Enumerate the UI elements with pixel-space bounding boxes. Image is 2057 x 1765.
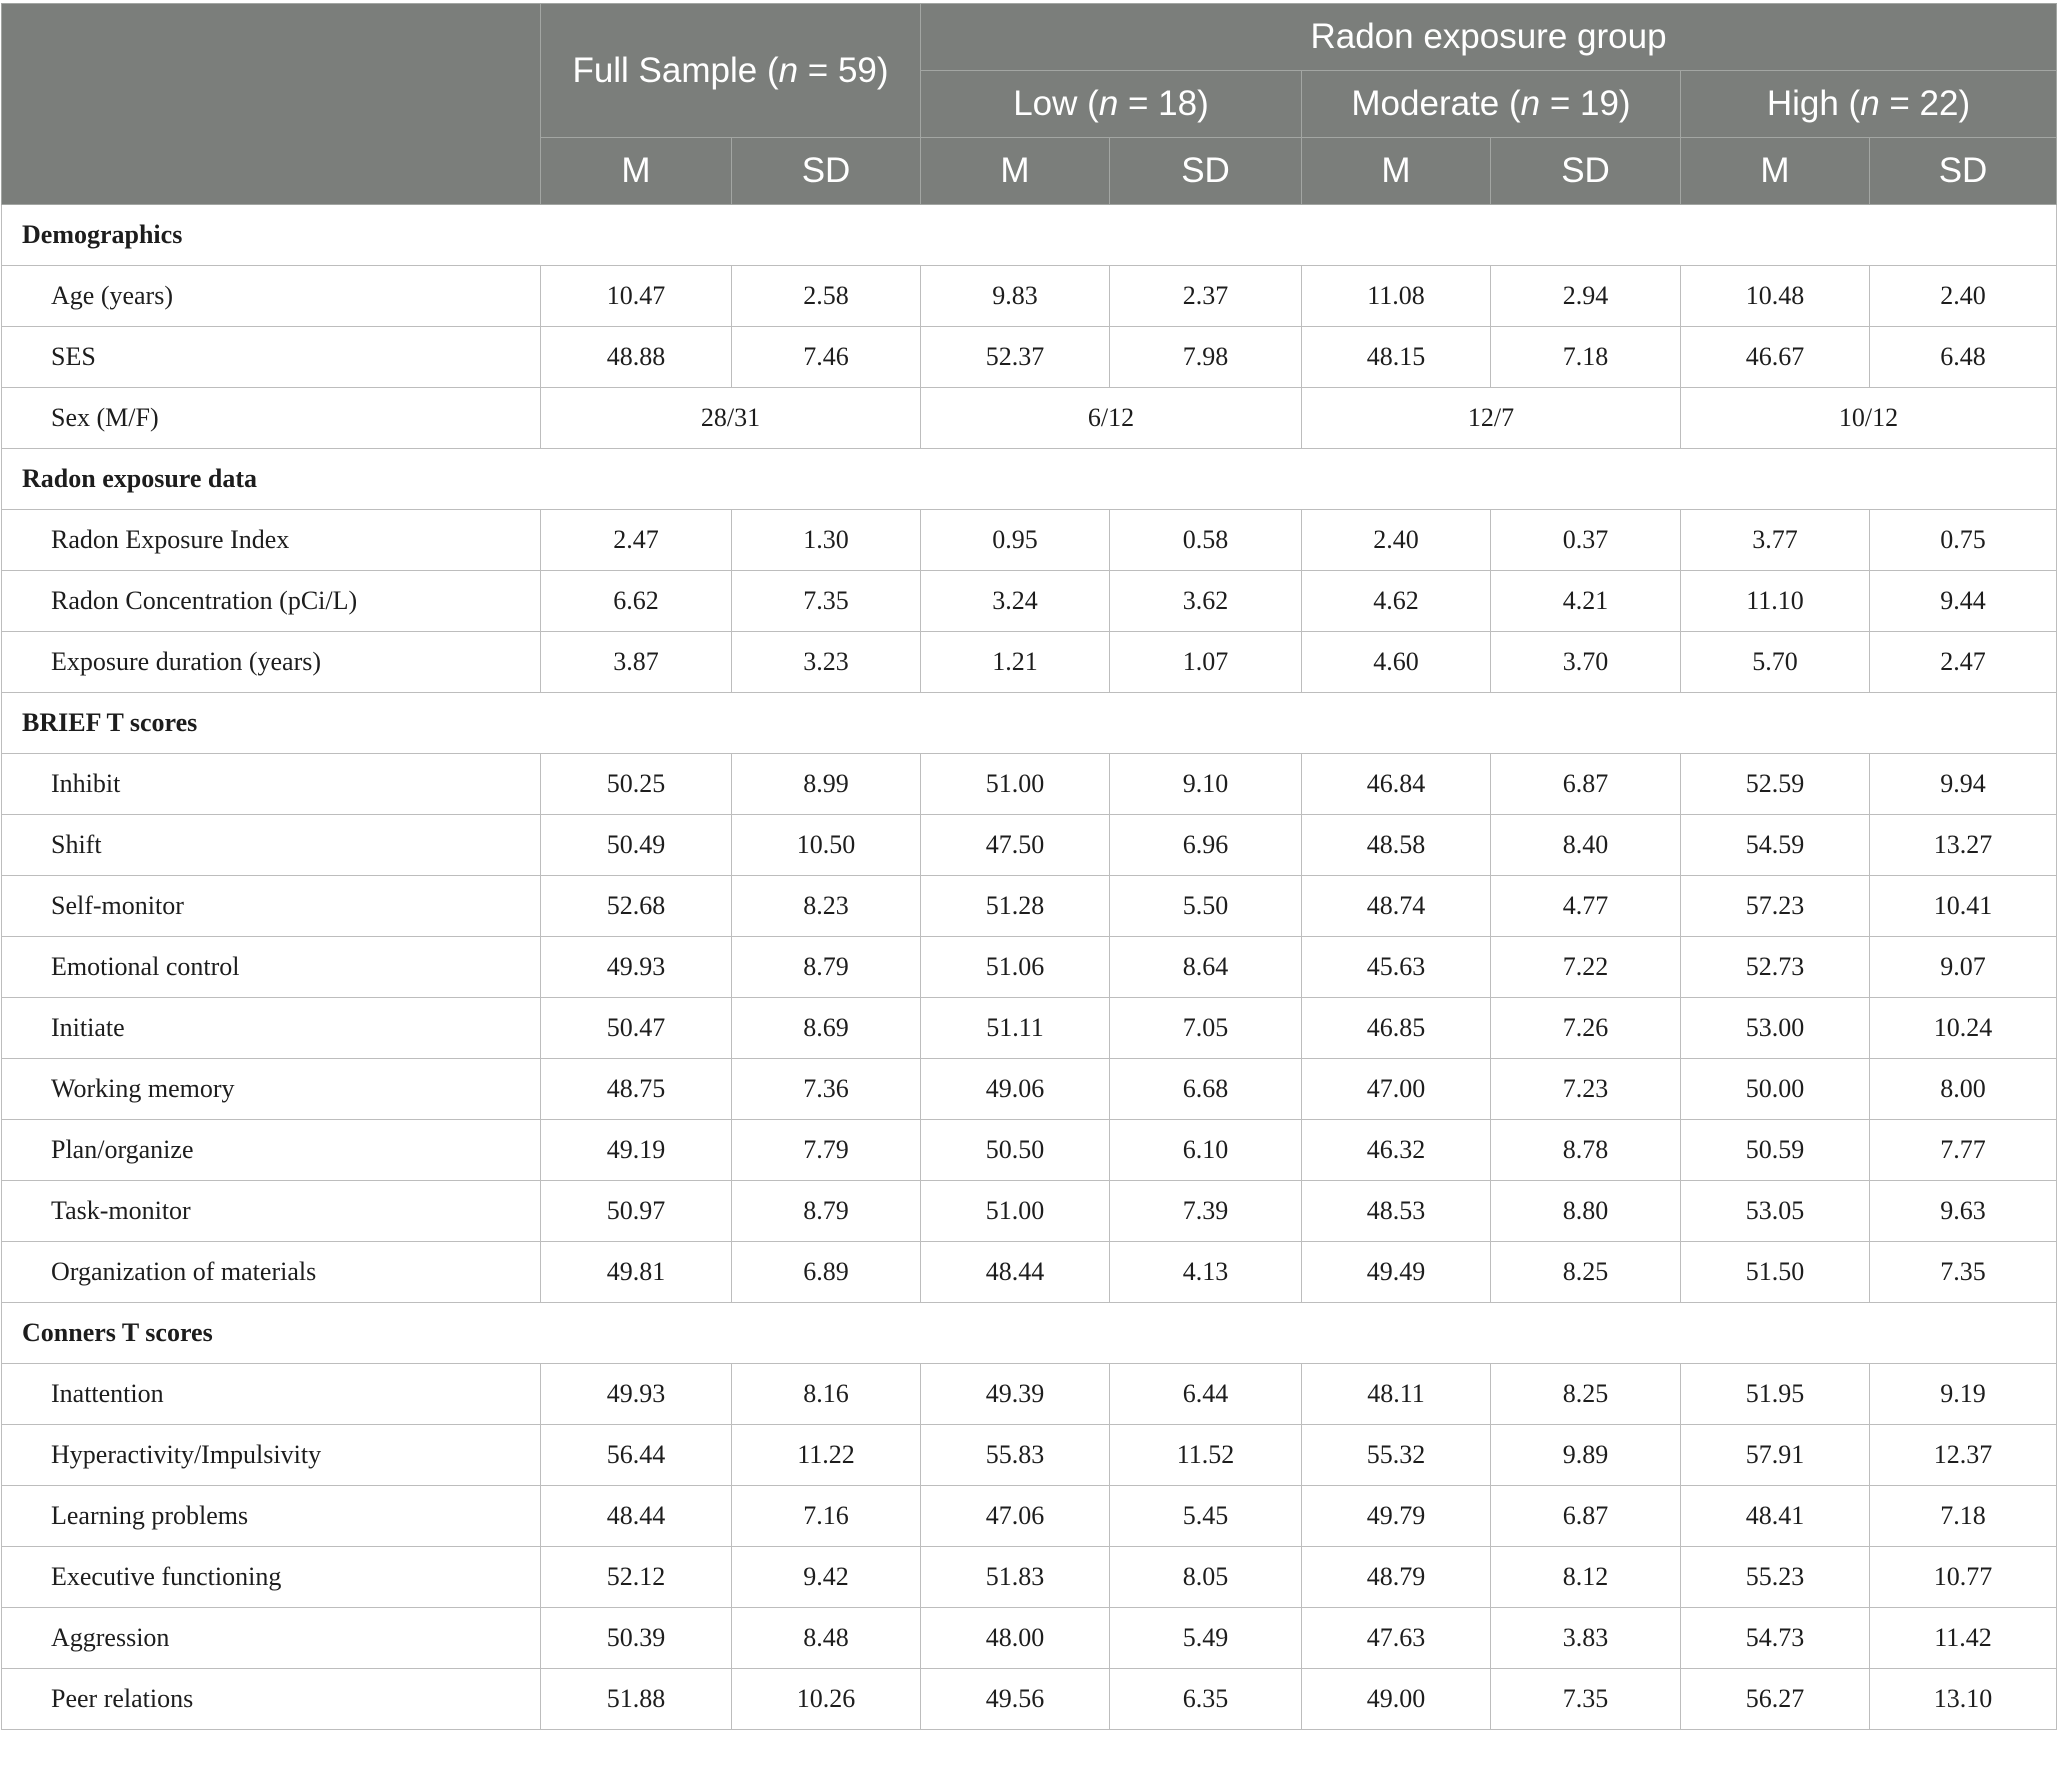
cell-value: 13.10	[1870, 1669, 2057, 1730]
cell-value: 2.40	[1870, 266, 2057, 327]
cell-value: 6.48	[1870, 327, 2057, 388]
cell-value: 48.44	[921, 1242, 1110, 1303]
cell-value: 7.05	[1110, 998, 1302, 1059]
row-label: Peer relations	[2, 1669, 541, 1730]
cell-value: 52.37	[921, 327, 1110, 388]
table-row	[2, 876, 2057, 937]
cell-value: 7.18	[1870, 1486, 2057, 1547]
cell-value: 57.23	[1681, 876, 1870, 937]
cell-value: 54.59	[1681, 815, 1870, 876]
header-group-high: High (n = 22)	[1681, 71, 2057, 138]
cell-value: 7.18	[1491, 327, 1681, 388]
cell-value: 8.25	[1491, 1242, 1681, 1303]
cell-value: 8.64	[1110, 937, 1302, 998]
cell-value: 48.41	[1681, 1486, 1870, 1547]
cell-value: 9.63	[1870, 1181, 2057, 1242]
cell-value: 3.23	[732, 632, 921, 693]
cell-value: 52.59	[1681, 754, 1870, 815]
table-row	[2, 266, 2057, 327]
header-group-low: Low (n = 18)	[921, 71, 1302, 138]
cell-value: 10/12	[1681, 388, 2057, 449]
cell-value: 0.75	[1870, 510, 2057, 571]
section-title: Radon exposure data	[2, 449, 2057, 510]
cell-value: 54.73	[1681, 1608, 1870, 1669]
cell-value: 56.27	[1681, 1669, 1870, 1730]
cell-value: 2.40	[1302, 510, 1491, 571]
row-label: Emotional control	[2, 937, 541, 998]
row-label: Organization of materials	[2, 1242, 541, 1303]
cell-value: 4.77	[1491, 876, 1681, 937]
cell-value: 8.69	[732, 998, 921, 1059]
cell-value: 55.32	[1302, 1425, 1491, 1486]
cell-value: 8.12	[1491, 1547, 1681, 1608]
row-label: Radon Concentration (pCi/L)	[2, 571, 541, 632]
row-label: Aggression	[2, 1608, 541, 1669]
table-row	[2, 1547, 2057, 1608]
cell-value: 10.41	[1870, 876, 2057, 937]
table-row	[2, 388, 2057, 449]
header-stat-m: M	[1302, 138, 1491, 205]
cell-value: 48.74	[1302, 876, 1491, 937]
cell-value: 49.81	[541, 1242, 732, 1303]
cell-value: 6.96	[1110, 815, 1302, 876]
cell-value: 49.56	[921, 1669, 1110, 1730]
header-stat-sd: SD	[1110, 138, 1302, 205]
section-row	[2, 205, 2057, 266]
cell-value: 8.79	[732, 937, 921, 998]
cell-value: 11.42	[1870, 1608, 2057, 1669]
cell-value: 55.83	[921, 1425, 1110, 1486]
cell-value: 8.00	[1870, 1059, 2057, 1120]
table-row	[2, 1364, 2057, 1425]
table-body	[2, 205, 2057, 1730]
section-title: Demographics	[2, 205, 2057, 266]
cell-value: 46.32	[1302, 1120, 1491, 1181]
cell-value: 7.46	[732, 327, 921, 388]
cell-value: 8.99	[732, 754, 921, 815]
cell-value: 46.67	[1681, 327, 1870, 388]
header-corner	[2, 4, 541, 205]
table-row	[2, 815, 2057, 876]
cell-value: 1.07	[1110, 632, 1302, 693]
cell-value: 13.27	[1870, 815, 2057, 876]
cell-value: 4.60	[1302, 632, 1491, 693]
cell-value: 7.98	[1110, 327, 1302, 388]
table-row	[2, 510, 2057, 571]
row-label: Learning problems	[2, 1486, 541, 1547]
cell-value: 9.19	[1870, 1364, 2057, 1425]
cell-value: 48.15	[1302, 327, 1491, 388]
cell-value: 6.89	[732, 1242, 921, 1303]
cell-value: 49.79	[1302, 1486, 1491, 1547]
table-row	[2, 754, 2057, 815]
cell-value: 28/31	[541, 388, 921, 449]
header-stat-sd: SD	[732, 138, 921, 205]
table-row	[2, 1059, 2057, 1120]
cell-value: 52.12	[541, 1547, 732, 1608]
cell-value: 8.40	[1491, 815, 1681, 876]
cell-value: 49.19	[541, 1120, 732, 1181]
cell-value: 5.45	[1110, 1486, 1302, 1547]
row-label: Exposure duration (years)	[2, 632, 541, 693]
cell-value: 52.73	[1681, 937, 1870, 998]
cell-value: 48.79	[1302, 1547, 1491, 1608]
cell-value: 5.49	[1110, 1608, 1302, 1669]
cell-value: 6.62	[541, 571, 732, 632]
section-title: Conners T scores	[2, 1303, 2057, 1364]
cell-value: 52.68	[541, 876, 732, 937]
cell-value: 6.87	[1491, 1486, 1681, 1547]
cell-value: 2.47	[1870, 632, 2057, 693]
cell-value: 50.47	[541, 998, 732, 1059]
cell-value: 49.93	[541, 1364, 732, 1425]
cell-value: 5.50	[1110, 876, 1302, 937]
cell-value: 51.00	[921, 754, 1110, 815]
cell-value: 47.00	[1302, 1059, 1491, 1120]
cell-value: 8.78	[1491, 1120, 1681, 1181]
table-row	[2, 1425, 2057, 1486]
cell-value: 10.48	[1681, 266, 1870, 327]
cell-value: 3.83	[1491, 1608, 1681, 1669]
cell-value: 51.28	[921, 876, 1110, 937]
cell-value: 46.85	[1302, 998, 1491, 1059]
cell-value: 8.25	[1491, 1364, 1681, 1425]
row-label: Initiate	[2, 998, 541, 1059]
cell-value: 11.10	[1681, 571, 1870, 632]
table-row	[2, 937, 2057, 998]
row-label: Age (years)	[2, 266, 541, 327]
cell-value: 49.93	[541, 937, 732, 998]
cell-value: 50.50	[921, 1120, 1110, 1181]
table-row	[2, 571, 2057, 632]
row-label: Hyperactivity/Impulsivity	[2, 1425, 541, 1486]
cell-value: 2.47	[541, 510, 732, 571]
cell-value: 8.23	[732, 876, 921, 937]
cell-value: 51.50	[1681, 1242, 1870, 1303]
cell-value: 7.35	[732, 571, 921, 632]
cell-value: 7.16	[732, 1486, 921, 1547]
cell-value: 8.05	[1110, 1547, 1302, 1608]
cell-value: 46.84	[1302, 754, 1491, 815]
cell-value: 48.44	[541, 1486, 732, 1547]
cell-value: 0.37	[1491, 510, 1681, 571]
cell-value: 10.47	[541, 266, 732, 327]
cell-value: 48.53	[1302, 1181, 1491, 1242]
table-header	[2, 4, 2057, 205]
header-stat-sd: SD	[1870, 138, 2057, 205]
cell-value: 7.36	[732, 1059, 921, 1120]
cell-value: 4.62	[1302, 571, 1491, 632]
cell-value: 3.77	[1681, 510, 1870, 571]
cell-value: 9.83	[921, 266, 1110, 327]
cell-value: 11.22	[732, 1425, 921, 1486]
cell-value: 49.49	[1302, 1242, 1491, 1303]
row-label: Self-monitor	[2, 876, 541, 937]
cell-value: 47.63	[1302, 1608, 1491, 1669]
row-label: Task-monitor	[2, 1181, 541, 1242]
cell-value: 53.00	[1681, 998, 1870, 1059]
cell-value: 50.39	[541, 1608, 732, 1669]
section-row	[2, 449, 2057, 510]
header-stat-m: M	[1681, 138, 1870, 205]
cell-value: 9.07	[1870, 937, 2057, 998]
row-label: SES	[2, 327, 541, 388]
cell-value: 48.00	[921, 1608, 1110, 1669]
row-label: Executive functioning	[2, 1547, 541, 1608]
cell-value: 4.13	[1110, 1242, 1302, 1303]
cell-value: 57.91	[1681, 1425, 1870, 1486]
table-row	[2, 1181, 2057, 1242]
cell-value: 6.68	[1110, 1059, 1302, 1120]
cell-value: 5.70	[1681, 632, 1870, 693]
cell-value: 11.52	[1110, 1425, 1302, 1486]
cell-value: 50.49	[541, 815, 732, 876]
cell-value: 4.21	[1491, 571, 1681, 632]
cell-value: 0.58	[1110, 510, 1302, 571]
cell-value: 10.26	[732, 1669, 921, 1730]
header-group-moderate: Moderate (n = 19)	[1302, 71, 1681, 138]
cell-value: 7.26	[1491, 998, 1681, 1059]
row-label: Working memory	[2, 1059, 541, 1120]
cell-value: 6.10	[1110, 1120, 1302, 1181]
header-stat-m: M	[921, 138, 1110, 205]
cell-value: 3.62	[1110, 571, 1302, 632]
cell-value: 50.00	[1681, 1059, 1870, 1120]
cell-value: 51.83	[921, 1547, 1110, 1608]
table-row	[2, 1120, 2057, 1181]
table-row	[2, 632, 2057, 693]
cell-value: 56.44	[541, 1425, 732, 1486]
table-row	[2, 1486, 2057, 1547]
cell-value: 2.94	[1491, 266, 1681, 327]
cell-value: 7.39	[1110, 1181, 1302, 1242]
table-row	[2, 1242, 2057, 1303]
cell-value: 9.89	[1491, 1425, 1681, 1486]
cell-value: 55.23	[1681, 1547, 1870, 1608]
cell-value: 7.77	[1870, 1120, 2057, 1181]
cell-value: 47.50	[921, 815, 1110, 876]
cell-value: 11.08	[1302, 266, 1491, 327]
cell-value: 50.97	[541, 1181, 732, 1242]
header-full-sample: Full Sample (n = 59)	[541, 4, 921, 138]
cell-value: 9.42	[732, 1547, 921, 1608]
header-radon-group: Radon exposure group	[921, 4, 2057, 71]
cell-value: 6.44	[1110, 1364, 1302, 1425]
cell-value: 51.00	[921, 1181, 1110, 1242]
cell-value: 53.05	[1681, 1181, 1870, 1242]
cell-value: 50.59	[1681, 1120, 1870, 1181]
cell-value: 47.06	[921, 1486, 1110, 1547]
cell-value: 49.06	[921, 1059, 1110, 1120]
cell-value: 1.30	[732, 510, 921, 571]
cell-value: 8.16	[732, 1364, 921, 1425]
cell-value: 45.63	[1302, 937, 1491, 998]
row-label: Inhibit	[2, 754, 541, 815]
cell-value: 51.95	[1681, 1364, 1870, 1425]
cell-value: 3.70	[1491, 632, 1681, 693]
row-label: Plan/organize	[2, 1120, 541, 1181]
cell-value: 10.50	[732, 815, 921, 876]
cell-value: 51.06	[921, 937, 1110, 998]
table-row	[2, 998, 2057, 1059]
cell-value: 48.75	[541, 1059, 732, 1120]
cell-value: 9.44	[1870, 571, 2057, 632]
cell-value: 7.79	[732, 1120, 921, 1181]
cell-value: 6.35	[1110, 1669, 1302, 1730]
header-stat-m: M	[541, 138, 732, 205]
section-title: BRIEF T scores	[2, 693, 2057, 754]
cell-value: 6.87	[1491, 754, 1681, 815]
section-row	[2, 1303, 2057, 1364]
cell-value: 7.22	[1491, 937, 1681, 998]
cell-value: 12/7	[1302, 388, 1681, 449]
row-label: Inattention	[2, 1364, 541, 1425]
descriptive-statistics-table	[1, 3, 2057, 1730]
cell-value: 9.94	[1870, 754, 2057, 815]
cell-value: 48.58	[1302, 815, 1491, 876]
cell-value: 51.11	[921, 998, 1110, 1059]
cell-value: 10.77	[1870, 1547, 2057, 1608]
cell-value: 2.37	[1110, 266, 1302, 327]
cell-value: 48.88	[541, 327, 732, 388]
cell-value: 3.24	[921, 571, 1110, 632]
section-row	[2, 693, 2057, 754]
cell-value: 0.95	[921, 510, 1110, 571]
table-row	[2, 327, 2057, 388]
cell-value: 2.58	[732, 266, 921, 327]
cell-value: 8.48	[732, 1608, 921, 1669]
row-label: Radon Exposure Index	[2, 510, 541, 571]
cell-value: 7.35	[1491, 1669, 1681, 1730]
cell-value: 49.00	[1302, 1669, 1491, 1730]
cell-value: 1.21	[921, 632, 1110, 693]
cell-value: 6/12	[921, 388, 1302, 449]
table-row	[2, 1669, 2057, 1730]
cell-value: 9.10	[1110, 754, 1302, 815]
header-stat-sd: SD	[1491, 138, 1681, 205]
cell-value: 3.87	[541, 632, 732, 693]
cell-value: 7.35	[1870, 1242, 2057, 1303]
cell-value: 7.23	[1491, 1059, 1681, 1120]
cell-value: 8.80	[1491, 1181, 1681, 1242]
cell-value: 12.37	[1870, 1425, 2057, 1486]
cell-value: 48.11	[1302, 1364, 1491, 1425]
row-label: Shift	[2, 815, 541, 876]
cell-value: 51.88	[541, 1669, 732, 1730]
cell-value: 8.79	[732, 1181, 921, 1242]
row-label: Sex (M/F)	[2, 388, 541, 449]
cell-value: 10.24	[1870, 998, 2057, 1059]
cell-value: 50.25	[541, 754, 732, 815]
cell-value: 49.39	[921, 1364, 1110, 1425]
table-row	[2, 1608, 2057, 1669]
